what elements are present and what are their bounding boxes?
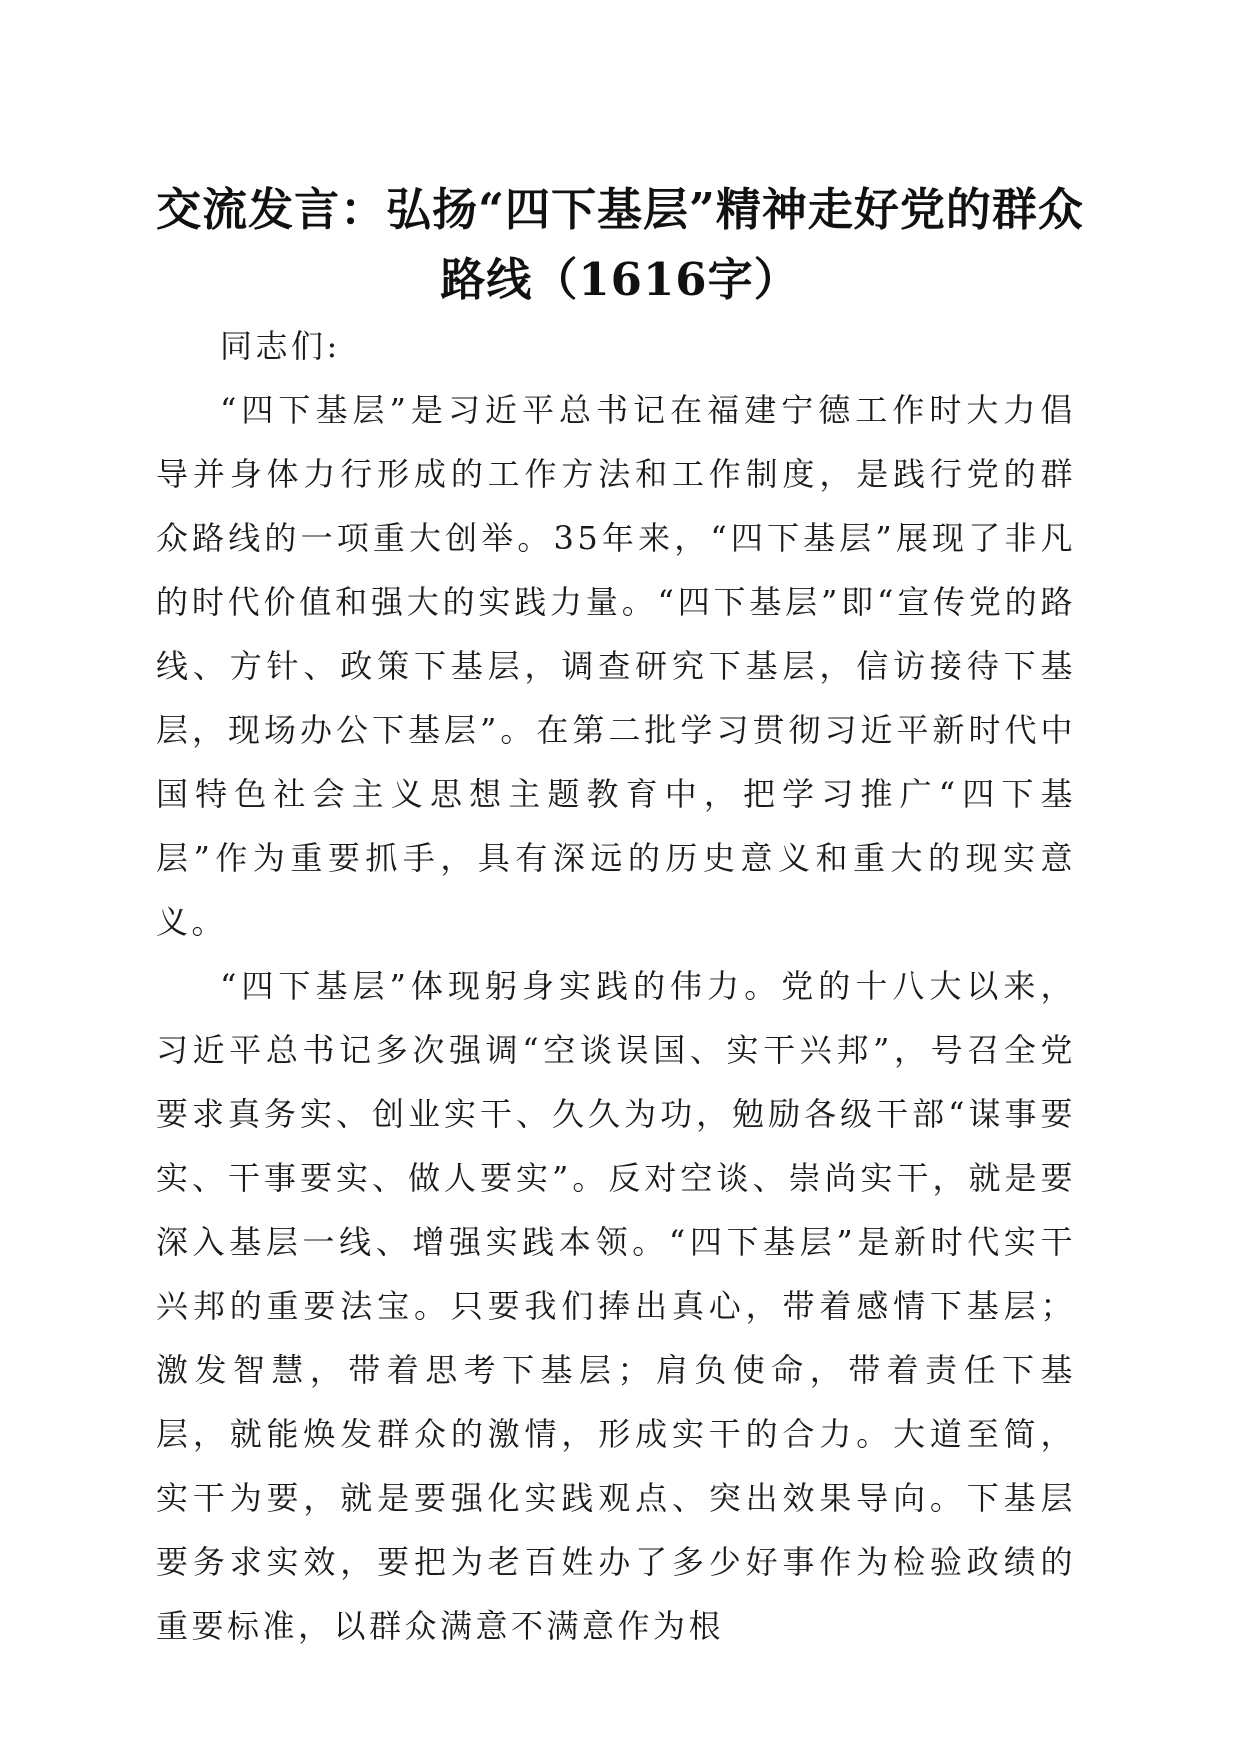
greeting: 同志们: <box>220 327 341 365</box>
document-body <box>156 314 1076 1658</box>
paragraph-2: “四下基层”体现躬身实践的伟力。党的十八大以来，习近平总书记多次强调“空谈误国、实干兴邦”，号召全党要求真务实、创业实干、久久为功，勉励各级干部“谋事要实、干事要实、做人要实”。反对空谈、崇尚实干，就是要深入基层一线、增强实践本领。“四下基层”是新时代实干兴邦的重要法宝。只要我们捧出真心，带着感情下基层；激发智慧，带着思考下基层；肩负使命，带着责任下基层，就能焕发群众的激情，形成实干的合力。大道至简，实干为要，就是要强化实践观点、突出效果导向。下基层要务求实效，要把为老百姓办了多少好事作为检验政绩的重要标准，以群众满意不满意作为根 <box>156 967 1076 1645</box>
document-title: 交流发言：弘扬“四下基层”精神走好党的群众路线（1616字） <box>156 183 1084 306</box>
paragraph-1: “四下基层”是习近平总书记在福建宁德工作时大力倡导并身体力行形成的工作方法和工作制度，是践行党的群众路线的一项重大创举。35年来，“四下基层”展现了非凡的时代价值和强大的实践力量。“四下基层”即“宣传党的路线、方针、政策下基层，调查研究下基层，信访接待下基层，现场办公下基层”。在第二批学习贯彻习近平新时代中国特色社会主义思想主题教育中，把学习推广“四下基层”作为重要抓手，具有深远的历史意义和重大的现实意义。 <box>156 391 1076 941</box>
